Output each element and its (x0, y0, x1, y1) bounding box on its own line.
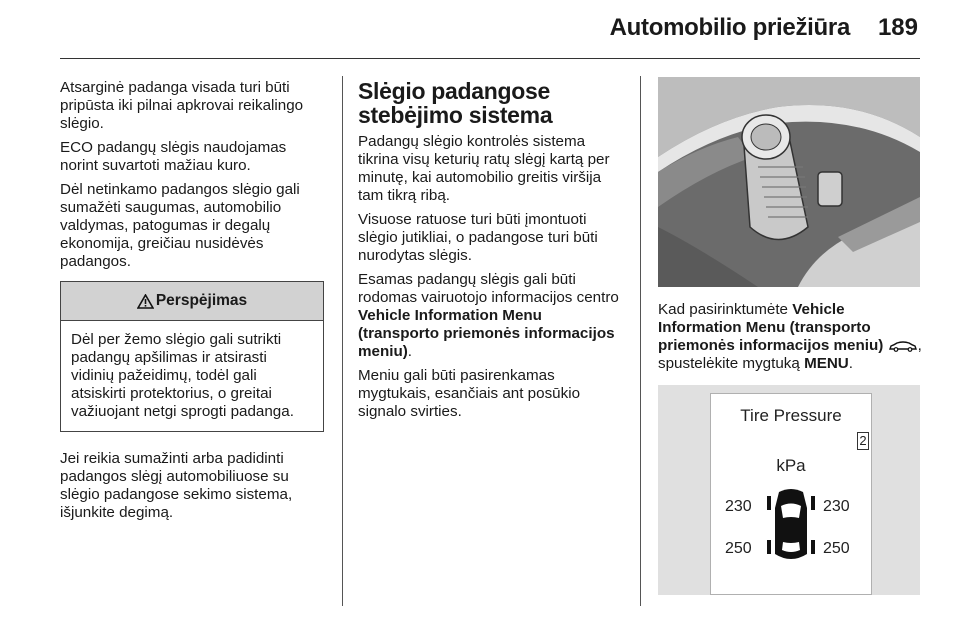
warning-box (60, 281, 324, 432)
warning-header (61, 282, 323, 321)
header-rule (60, 58, 920, 59)
tpms-rear-right: 250 (823, 540, 850, 557)
car-top-view-icon (767, 488, 815, 564)
paragraph: Padangų slėgio kontrolės sistema tikrina visų keturių ratų slėgį kartą per minutę, kai automobilio greitis viršija tam tikrą ribą. (358, 133, 610, 204)
car-icon (888, 340, 918, 352)
tpms-title: Tire Pressure (740, 406, 842, 425)
paragraph-text: Esamas padangų slėgis gali būti rodomas vairuotojo informacijos centro (358, 271, 619, 306)
paragraph-end: . (407, 343, 413, 360)
page-number: 189 (877, 14, 918, 41)
menu-name: Vehicle Information Menu (transporto priemonės informacijos meniu) (358, 307, 615, 360)
warning-body: Dėl per žemo slėgio gali sutrikti padangų apšilimas ir atsirasti vidinių pažeidimų, todėl gali atsiskirti protektorius, o greitai važiuojant netgi sprogti padanga. (71, 331, 294, 420)
paragraph: Dėl netinkamo padangos slėgio gali sumažėti saugumas, automobilio valdymas, patogumas ir degalų ekonomija, greičiau nusidėvės padangos. (60, 181, 300, 270)
paragraph: Meniu gali būti pasirenkamas mygtukais, esančiais ant posūkio signalo svirties. (358, 367, 581, 420)
caption-text: , (917, 337, 922, 354)
tpms-front-left: 230 (725, 498, 752, 515)
paragraph: Jei reikia sumažinti arba padidinti padangos slėgį automobiliuose su slėgio padangose sekimo sistema, išjunkite degimą. (60, 450, 293, 521)
column-left (60, 79, 325, 528)
column-middle (358, 79, 626, 427)
tire-pressure-display-image (658, 385, 920, 595)
paragraph: Visuose ratuose turi būti įmontuoti slėgio jutikliai, o padangose turi būti nurodytas slėgis. (358, 211, 598, 264)
tpms-page-indicator: 2 (857, 432, 869, 450)
image-caption (658, 301, 928, 373)
turn-signal-stalk-image (658, 77, 920, 287)
tpms-screen (710, 393, 872, 595)
header-title: Automobilio priežiūra (609, 14, 850, 41)
warning-triangle-icon (137, 294, 154, 309)
tpms-unit: kPa (776, 456, 806, 475)
caption-text: Kad pasirinktumėte (658, 301, 789, 318)
paragraph (358, 271, 626, 361)
paragraph: ECO padangų slėgis naudojamas norint suvartoti mažiau kuro. (60, 139, 287, 174)
caption-end: . (848, 355, 854, 372)
warning-title: Perspėjimas (155, 292, 248, 309)
menu-name: Vehicle Information Menu (transporto priemonės informacijos meniu) (658, 301, 884, 354)
menu-button-name: MENU (804, 355, 849, 372)
section-title: Slėgio padangose stebėjimo sistema (358, 78, 553, 128)
column-divider (342, 76, 343, 606)
column-divider (640, 76, 641, 606)
paragraph: Atsarginė padanga visada turi būti pripūsta iki pilnai apkrovai reikalingo slėgio. (60, 79, 304, 132)
tpms-rear-left: 250 (725, 540, 752, 557)
tpms-front-right: 230 (823, 498, 850, 515)
caption-text: spustelėkite mygtuką (658, 355, 800, 372)
